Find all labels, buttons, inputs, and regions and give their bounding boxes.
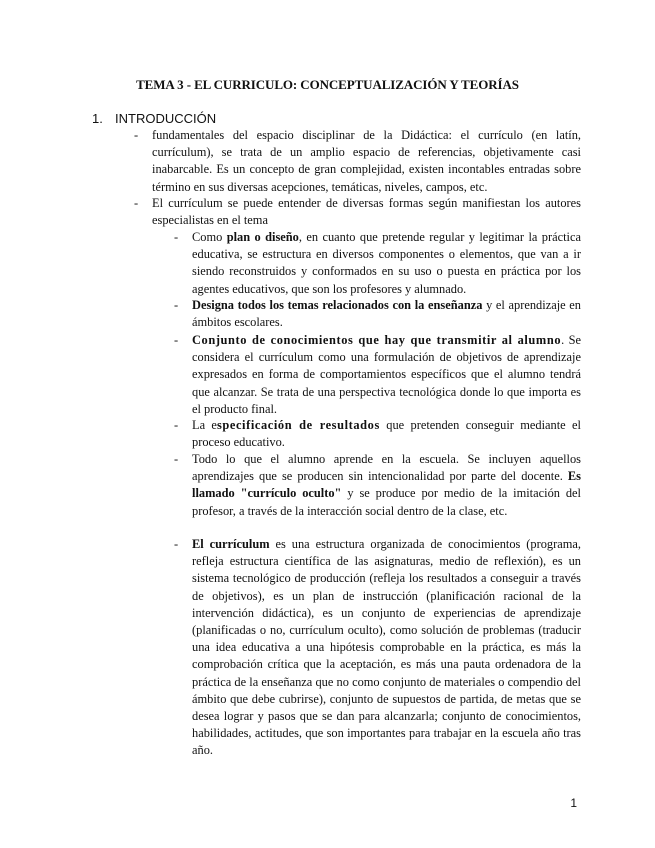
subbullet-plan-diseno: - Como plan o diseño, en cuanto que pretende regular y legitimar la práctica educativa, se estructura en diversos componentes o elementos, que van a ir siendo reconstruidos y conformados en su uso o puesta en práctica por los agentes educativos, que son los profesores y alumnado. — [174, 230, 582, 296]
bullet-dash: - — [174, 452, 179, 466]
page-number: 1 — [570, 796, 577, 810]
bullet-dash: - — [174, 230, 179, 244]
bold-term: plan o diseño — [226, 230, 299, 244]
subbullet-designa-temas: - Designa todos los temas relacionados con la enseñanza y el aprendizaje en ámbitos escolares. — [174, 298, 581, 330]
bold-term: specificación de resultados — [216, 418, 380, 432]
subbullet-el-curriculum: - El currículum es una estructura organizada de conocimientos (programa, refleja estructura científica de las asignaturas, medio de reflexión), es un sistema tecnológico de producción (refleja los resultados a conseguir a través de objetivos), es un plan de instrucción (planificación racional de la intervención didáctica), es un conjunto de experiencias de aprendizaje (planificadas o no, currículum oculto), como solución de problemas (traducir una idea educativa a una hipótesis comprobable en la práctica, es más la comprobación crítica que la aceptación, es más una pauta ordenadora de la práctica de la enseñanza que no como conjunto de materiales o compendio del ámbito que debe cubrirse), conjunto de supuestos de partida, de metas que se desea lograr y pasos que se dan para alcanzarla; conjunto de conocimientos, habilidades, actitudes, que son importantes para trabajar en la escuela año tras año. — [174, 537, 581, 758]
subbullet-especificacion-resultados: - La especificación de resultados que pretenden conseguir mediante el proceso educativo. — [174, 418, 581, 450]
section-title: INTRODUCCIÓN — [115, 111, 217, 126]
bullet-curriculum-formas — [134, 195, 581, 229]
section-heading — [92, 110, 216, 127]
bullet-dash: - — [174, 333, 179, 347]
bold-term: Designa todos los temas relacionados con la enseñanza — [192, 298, 483, 312]
bold-term: El currículum — [192, 537, 270, 551]
bullet-text: El currículum se puede entender de diversas formas según manifiestan los autores especialistas en el tema — [152, 196, 581, 228]
bullet-dash: - — [174, 418, 179, 432]
bullet-dash: - — [174, 537, 179, 551]
bullet-dash: - — [134, 196, 139, 210]
bold-term: Conjunto de conocimientos que hay que transmitir al alumno — [192, 333, 562, 347]
bullet-didactica — [134, 127, 581, 196]
bullet-text: fundamentales del espacio disciplinar de la Didáctica: el currículo (en latín, currículum), se trata de un amplio espacio de referencias, objetivamente casi inabarcable. Es un concepto de gran complejidad, existen incontables entradas sobre término en sus diversas acepciones, temáticas, niveles, campos, etc. — [152, 128, 581, 194]
section-number: 1. — [92, 111, 103, 126]
bullet-dash: - — [134, 128, 139, 142]
bold-term: Es llamado "currículo oculto" — [192, 469, 581, 501]
document-title: TEMA 3 - EL CURRICULO: CONCEPTUALIZACIÓN Y TEORÍAS — [136, 77, 519, 92]
bullet-dash: - — [174, 298, 179, 312]
subbullet-conjunto-conocimientos: - Conjunto de conocimientos que hay que transmitir al alumno. Se considera el currículum como una formulación de objetivos de aprendizaje expresados en forma de comportamientos específicos que el alumno tendrá que alcanzar. Se trata de una perspectiva tecnológica donde lo que importa es el producto final. — [174, 333, 581, 416]
subbullet-curriculo-oculto: - Todo lo que el alumno aprende en la escuela. Se incluyen aquellos aprendizajes que se producen sin intencionalidad por parte del docente. Es llamado "currículo oculto" y se produce por medio de la imitación del profesor, a través de la interacción social dentro de la clase, etc. — [174, 452, 581, 518]
